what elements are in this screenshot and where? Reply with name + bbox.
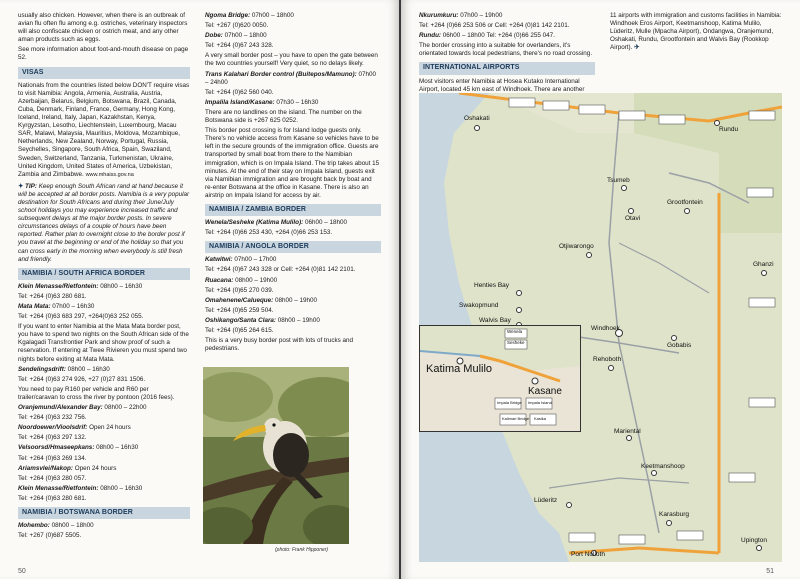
map-label-keetmanshoop: Keetmanshoop <box>641 463 685 470</box>
border-post-details: 08h00 – 16h30 <box>98 484 143 492</box>
inset-map-illustration <box>420 326 580 431</box>
border-entry <box>18 313 190 321</box>
inset-label-impala-bridge: Impala Bridge <box>497 400 522 405</box>
border-post-name: Klein Menasse/Rietfontein: <box>18 484 99 492</box>
border-entry <box>205 297 381 305</box>
border-post-details: Open 24 hours <box>72 464 117 472</box>
map-label-rehoboth: Rehoboth <box>593 356 622 363</box>
border-entry <box>205 99 381 107</box>
border-post-name: Omahenene/Calueque: <box>205 296 274 304</box>
border-post-name: Nkurumkuru: <box>419 12 459 19</box>
visas-header: VISAS <box>18 67 190 79</box>
border-post-name: Klein Menasse/Rietfontein: <box>18 282 99 290</box>
hornbill-photo <box>203 367 349 544</box>
border-post-details: 08h00 – 19h00 <box>276 316 320 324</box>
border-post-details: 07h00 – 16h30 <box>50 303 95 310</box>
border-entry <box>18 444 190 452</box>
border-entry <box>205 109 381 125</box>
border-entry <box>205 22 381 30</box>
border-entry <box>205 229 381 237</box>
right-column-2 <box>610 12 784 54</box>
border-post-details: 06h00 – 18h00 Tel: +264 (0)66 255 047. <box>441 32 555 40</box>
border-entry <box>205 32 381 40</box>
inset-label-sesheke: Sesheke <box>507 340 525 345</box>
border-post-name: Rundu: <box>419 32 442 40</box>
border-entry <box>18 283 190 291</box>
airports-list-text: 11 airports with immigration and customs facilities in Namibia: Windhoek Eros Airport, Keetmanshoop, Katima Mulilo, Lüderitz, Mulle (Mpacha Airport), Ondangwa, Oranjemund, Oshakati, Rundu, Grootfontein and Walvis Bay (Rookkop Airport). ✈ <box>610 12 782 52</box>
border-entry <box>18 495 190 503</box>
left-page <box>0 0 399 579</box>
map-label-port-nolloth: Port Nolloth <box>571 551 605 558</box>
border-entry <box>18 485 190 493</box>
border-post-details: 08h00 – 18h00 <box>49 522 94 530</box>
border-entry <box>18 424 190 432</box>
border-post-details: 08h00 – 19h00 <box>233 276 278 284</box>
map-label-oshakati: Oshakati <box>464 115 490 122</box>
border-post-details: Tel: +264 (0)63 280 057. <box>18 474 87 482</box>
map-label-walvis-bay: Walvis Bay <box>479 317 511 324</box>
border-post-details: 07h00 – 18h00 <box>222 32 267 40</box>
border-entry <box>18 465 190 473</box>
border-entry <box>18 404 190 412</box>
border-post-name: Ruacana: <box>205 276 234 284</box>
border-post-details: This is a very busy border post with lots of trucks and pedestrians. <box>205 337 354 353</box>
border-post-details: 08h00 – 16h30 <box>94 444 139 452</box>
page-number-left: 50 <box>18 568 26 575</box>
international-airports-header: INTERNATIONAL AIRPORTS <box>419 62 595 74</box>
page-number-right: 51 <box>766 568 774 575</box>
border-post-name: Noordoewer/Vioolsdrif: <box>18 424 88 432</box>
border-post-name: Ngoma Bridge: <box>205 12 251 19</box>
border-entry <box>205 52 381 68</box>
border-post-name: Impalila Island/Kasane: <box>205 98 275 106</box>
border-post-details: Open 24 hours <box>87 424 131 432</box>
south-africa-border-list <box>18 283 190 503</box>
map-label-tsumeb: Tsumeb <box>607 177 630 184</box>
botswana-border-list-continued <box>205 12 381 200</box>
inset-label-katima-mulilo: Katima Mulilo <box>426 363 493 375</box>
border-entry <box>205 89 381 97</box>
zambia-border-header: NAMIBIA / ZAMBIA BORDER <box>205 204 381 216</box>
border-entry <box>205 12 381 20</box>
border-entry <box>18 532 190 540</box>
border-entry <box>18 475 190 483</box>
border-post-details: If you want to enter Namibia at the Mata Mata border post, you have to spend two nights on the South African side of the Kgalagadi Transfrontier Park and show proof of such a reservation. If entering at Twee Rivieren you must spend two nights before exiting at Mata Mata. <box>18 323 189 363</box>
left-column-2 <box>205 12 381 355</box>
map-label-henties-bay: Henties Bay <box>474 282 510 289</box>
border-post-details: Tel: +264 (0)67 243 328 or Cell: +264 (0)81 142 2101. <box>205 266 356 274</box>
border-post-details: Tel: +264 (0)63 280 681. <box>18 494 87 502</box>
border-post-details: Tel: +267 (0)620 0050. <box>205 22 269 30</box>
border-post-details: 08h00 – 19h00 <box>273 296 318 304</box>
map-label-upington: Upington <box>741 537 768 544</box>
inset-label-impala-island: Impala Island <box>528 400 552 405</box>
zambia-border-list <box>205 219 381 237</box>
border-entry <box>205 327 381 335</box>
map-label-otavi: Otavi <box>625 215 641 222</box>
right-column-1 <box>419 12 595 96</box>
border-post-details: Tel: +264 (0)63 232 756. <box>18 414 87 422</box>
border-post-details: Tel: +267 (0)687 5505. <box>18 532 82 540</box>
border-post-details: Tel: +264 (0)63 683 297, +264(0)63 252 055. <box>18 313 144 321</box>
map-label-swakopmund: Swakopmund <box>459 302 499 309</box>
left-column-1 <box>18 12 190 542</box>
border-post-details: Tel: +264 (0)65 270 039. <box>205 286 274 294</box>
border-entry <box>18 522 190 530</box>
border-entry <box>205 277 381 285</box>
tip-text: Keep enough South African rand at hand because it will be accepted at all border posts. Namibia is a very popular destination for South Africans and during their June/July school holidays you may experience increased traffic and subsequent delays at the major border posts. In severe circumstances delays of a couple of hours have been reported. Rather plan to overnight close to the border post if you travel at the beginning or end of the holiday so that you can cross early in the morning when everybody is still fresh and friendly. <box>18 182 190 263</box>
botswana-border-header: NAMIBIA / BOTSWANA BORDER <box>18 507 190 519</box>
border-entry <box>205 256 381 264</box>
border-entry <box>205 287 381 295</box>
angola-border-list <box>205 256 381 353</box>
border-entry <box>205 42 381 50</box>
inset-label-kasane: Kasane <box>528 386 562 397</box>
border-entry <box>18 323 190 363</box>
border-post-name: Dobe: <box>205 32 223 40</box>
border-post-details: 07h00 – 18h00 <box>250 12 294 19</box>
photo-credit: (photo: Frank Hipponer) <box>275 547 329 553</box>
border-entry <box>205 71 381 87</box>
airport-icon: ✈ <box>634 44 640 52</box>
hornbill-photo-illustration <box>203 367 349 544</box>
border-post-details: Tel: +264 (0)63 269 134. <box>18 454 87 462</box>
tip-paragraph <box>18 183 190 264</box>
border-post-details: Tel: +264 (0)63 297 132. <box>18 434 87 442</box>
border-post-name: Ariamsvlei/Nakop: <box>18 464 73 472</box>
border-post-details: There are no landlines on the island. The number on the Botswana side is +267 625 0252. <box>205 108 362 125</box>
airports-text: Most visitors enter Namibia at Hosea Kutako International Airport, located 45 km east of Windhoek. There are another <box>419 77 585 93</box>
map-label-luderitz: Lüderitz <box>534 497 558 504</box>
intro-reference: See more information about foot-and-mouth disease on page 52. <box>18 46 189 62</box>
border-post-details: A very small border post – you have to open the gate between the two countries yourself! Very quiet, so no delays likely. <box>205 52 378 68</box>
inset-label-kasika: Kasika <box>534 416 547 421</box>
map-label-grootfontein: Grootfontein <box>667 199 703 206</box>
border-post-details: Tel: +264 (0)66 253 506 or Cell: +264 (0)81 142 2101. <box>419 22 570 30</box>
border-post-details: The border crossing into a suitable for overlanders, it's orientated towards local pedestrians, there's no road crossing. <box>419 42 593 58</box>
border-post-details: 07h00 – 24h00 <box>205 70 376 86</box>
inset-label-wenela: Wenela <box>507 329 523 334</box>
border-post-details: 08h00 – 16h30 <box>65 365 110 373</box>
border-entry <box>419 42 595 58</box>
border-post-name: Oshikango/Santa Clara: <box>205 316 277 324</box>
map-label-windhoek: Windhoek <box>591 325 620 332</box>
angola-border-header: NAMIBIA / ANGOLA BORDER <box>205 241 381 253</box>
border-post-details: 07h30 – 16h30 <box>274 98 319 106</box>
tip-icon: ✦ <box>18 182 24 190</box>
visas-link[interactable]: www.mhaiss.gov.na <box>85 171 134 178</box>
border-post-details: You need to pay R160 per vehicle and R60 per trailer/caravan to cross the river by pontoon (2016 fees). <box>18 385 175 401</box>
border-post-name: Oranjemund/Alexander Bay: <box>18 404 103 412</box>
border-post-details: Tel: +264 (0)66 253 430, +264 (0)66 253 153. <box>205 229 333 237</box>
border-entry <box>419 12 595 20</box>
border-entry <box>18 434 190 442</box>
border-post-details: Tel: +264 (0)63 280 681. <box>18 292 87 300</box>
visas-text: Nationals from the countries listed below DON'T require visas to visit Namibia: Angola, Armenia, Australia, Austria, Azerbaijan, Belarus, Belgium, Botswana, Brazil, Canada, Cuba, Denmark, Finland, France, Germany, Hong Kong, Iceland, Ireland, Italy, Japan, Kazakhstan, Kenya, Kyrgyzstan, Lesotho, Liechtenstein, Luxembourg, Macau SAR, Malawi, Malaysia, Mauritius, Moldova, Mozambique, Netherlands, New Zealand, Norway, Portugal, Russia, Seychelles, Singapore, South Africa, Spain, Swaziland, Sweden, Switzerland, Tanzania, Turkmenistan, Ukraine, United Kingdom, United States of America, Uzbekistan, Zambia and Zimbabwe. www.mhaiss.gov.na <box>18 81 190 178</box>
border-post-details: Tel: +264 (0)63 274 926, +27 (0)27 831 1506. <box>18 375 146 383</box>
border-entry <box>419 32 595 40</box>
border-entry <box>18 293 190 301</box>
border-post-name: Wenela/Sesheke (Katima Mulilo): <box>205 219 304 227</box>
map-label-gobabis: Gobabis <box>667 342 692 349</box>
border-post-name: Trans Kalahari Border control (Buitepos/Mamuno): <box>205 70 357 78</box>
tip-label: TIP: <box>25 182 37 190</box>
border-entry <box>205 307 381 315</box>
border-entry <box>205 266 381 274</box>
map-label-otjiwarongo: Otjiwarongo <box>559 243 594 250</box>
border-post-details: 07h00 – 19h00 <box>458 12 503 19</box>
border-entry <box>18 366 190 374</box>
border-post-details: Tel: +264 (0)62 560 040. <box>205 88 274 96</box>
border-entry <box>205 219 381 227</box>
border-post-name: Sendelingsdrift: <box>18 365 66 373</box>
inset-label-kalimari-bridge: Kalimari Bridge <box>502 416 530 421</box>
border-post-name: Katwitwi: <box>205 256 233 264</box>
map-label-mariental: Mariental <box>614 428 641 435</box>
border-entry <box>18 376 190 384</box>
border-post-details: 08h00 – 22h00 <box>102 404 147 412</box>
border-post-details: Tel: +264 (0)67 243 328. <box>205 42 274 50</box>
border-entry <box>205 317 381 325</box>
border-entry <box>18 303 190 311</box>
border-entry <box>419 22 595 30</box>
caprivi-inset-map <box>419 325 581 432</box>
map-label-rundu: Rundu <box>719 126 739 133</box>
border-post-details: 07h00 – 17h00 <box>232 256 277 264</box>
border-entry <box>18 414 190 422</box>
angola-border-list-continued <box>419 12 595 58</box>
border-post-name: Mata Mata: <box>18 303 51 310</box>
border-post-details: 08h00 – 16h30 <box>98 282 143 290</box>
border-post-details: 06h00 – 18h00 <box>303 219 347 227</box>
border-post-name: Mohembo: <box>18 522 50 530</box>
map-label-ghanzi: Ghanzi <box>753 261 774 268</box>
map-label-karasburg: Karasburg <box>659 511 689 518</box>
border-entry <box>18 386 190 402</box>
border-entry <box>205 127 381 200</box>
border-entry <box>205 337 381 353</box>
border-post-details: Tel: +264 (0)65 264 615. <box>205 327 274 334</box>
border-post-name: Velsoorsd/Hmaseepkans: <box>18 444 95 452</box>
south-africa-border-header: NAMIBIA / SOUTH AFRICA BORDER <box>18 268 190 280</box>
border-post-details: This border post crossing is for Island lodge guests only. There's no vehicle access from Kasane so vehicles have to be left in the secure grounds of the immigration office. Guests are transported by small boat from there to the Namibian immigration, which is on Impala Island. The trip takes about 15 minutes. At the end of their stay on Impala Island, guests exit via Namibian immigration and are brought back by boat and re-enter Botswana at the office in Kasane. There is also an airstrip on Impala Island for access by air. <box>205 127 380 199</box>
border-entry <box>18 455 190 463</box>
intro-paragraph: usually also chicken. However, when there is an outbreak of avian flu often flu among e.g. ostriches, veterinary inspectors will also confiscate chicken or ostrich meat, and any other aman products such as eggs. <box>18 12 188 44</box>
botswana-border-list <box>18 522 190 540</box>
border-post-details: Tel: +264 (0)65 259 504. <box>205 306 274 314</box>
